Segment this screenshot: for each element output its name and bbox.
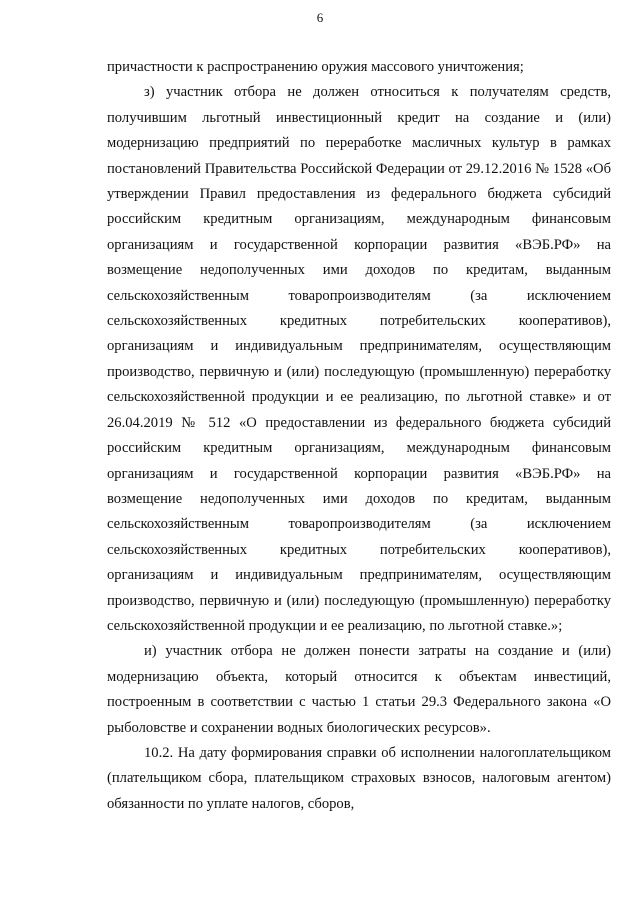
- document-body: [107, 55, 611, 817]
- paragraph-item-z: з) участник отбора не должен относиться к получателям средств, получившим льготный инвестиционный кредит на создание и (или) модернизацию предприятий по переработке масличных культур в рамках постановлений Правительства Российской Федерации от 29.12.2016 № 1528 «Об утверждении Правил предоставления из федерального бюджета субсидий российским кредитным организациям, международным финансовым организациям и государственной корпорации развития «ВЭБ.РФ» на возмещение недополученных ими доходов по кредитам, выданным сельскохозяйственным товаропроизводителям (за исключением сельскохозяйственных кредитных потребительских кооперативов), организациям и индивидуальным предпринимателям, осуществляющим производство, первичную и (или) последующую (промышленную) переработку сельскохозяйственной продукции и ее реализацию, по льготной ставке» и от 26.04.2019 № 512 «О предоставлении из федерального бюджета субсидий российским кредитным организациям, международным финансовым организациям и государственной корпорации развития «ВЭБ.РФ» на возмещение недополученных ими доходов по кредитам, выданным сельскохозяйственным товаропроизводителям (за исключением сельскохозяйственных кредитных потребительских кооперативов), организациям и индивидуальным предпринимателям, осуществляющим производство, первичную и (или) последующую (промышленную) переработку сельскохозяйственной продукции и ее реализацию, по льготной ставке.»;: [107, 84, 611, 634]
- page-number: 6: [316, 10, 324, 25]
- paragraph-section-10-2: 10.2. На дату формирования справки об исполнении налогоплательщиком (плательщиком сбора, плательщиком страховых взносов, налоговым агентом) обязанности по уплате налогов, сборов,: [107, 744, 611, 812]
- paragraph-item-i: и) участник отбора не должен понести затраты на создание и (или) модернизацию объекта, который относится к объектам инвестиций, построенным в соответствии с частью 1 статьи 29.3 Федерального закона «О рыболовстве и сохранении водных биологических ресурсов».: [107, 643, 611, 736]
- paragraph-continuation: причастности к распространению оружия массового уничтожения;: [107, 59, 524, 75]
